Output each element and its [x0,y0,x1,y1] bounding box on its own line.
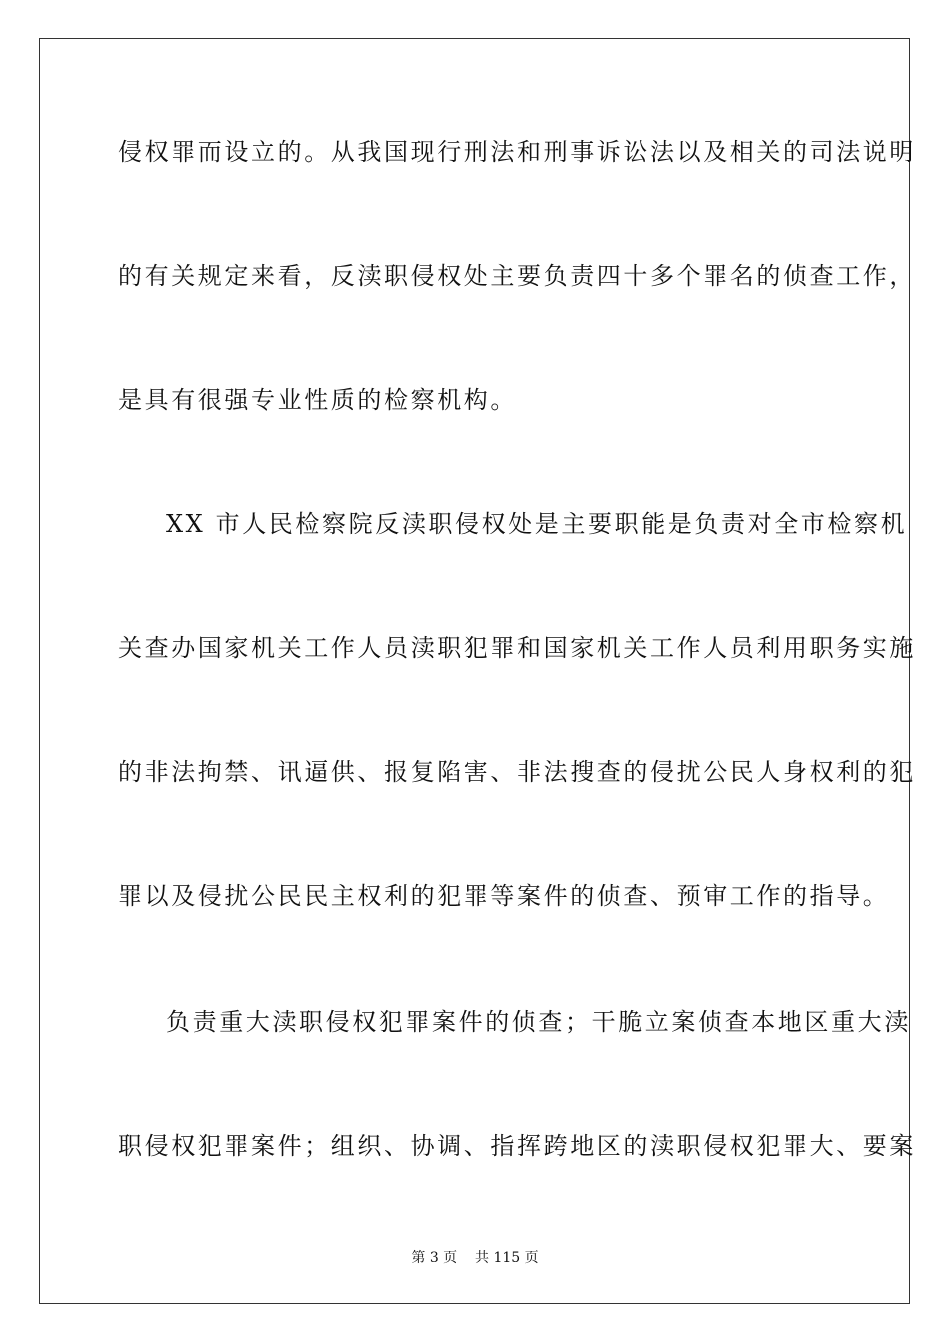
page-number: 第 3 页 [411,1250,458,1266]
text-line: 的非法拘禁、讯逼供、报复陷害、非法搜查的侵扰公民人身权利的犯 [118,758,916,786]
text-line: 是具有很强专业性质的检察机构。 [118,386,517,414]
paragraph-start-line: 负责重大渎职侵权犯罪案件的侦查；干脆立案侦查本地区重大渎 [166,1008,911,1036]
text-line: 侵权罪而设立的。从我国现行刑法和刑事诉讼法以及相关的司法说明 [118,138,916,166]
page-footer [0,1248,950,1268]
paragraph-start-line: XX 市人民检察院反渎职侵权处是主要职能是负责对全市检察机 [166,510,908,538]
page-total: 共 115 页 [475,1250,539,1266]
text-line: 的有关规定来看，反渎职侵权处主要负责四十多个罪名的侦查工作， [118,262,916,290]
text-line: 职侵权犯罪案件；组织、协调、指挥跨地区的渎职侵权犯罪大、要案 [118,1132,916,1160]
text-line: 关查办国家机关工作人员渎职犯罪和国家机关工作人员利用职务实施 [118,634,916,662]
page-frame [39,38,916,1304]
text-line: 罪以及侵扰公民民主权利的犯罪等案件的侦查、预审工作的指导。 [118,882,890,910]
